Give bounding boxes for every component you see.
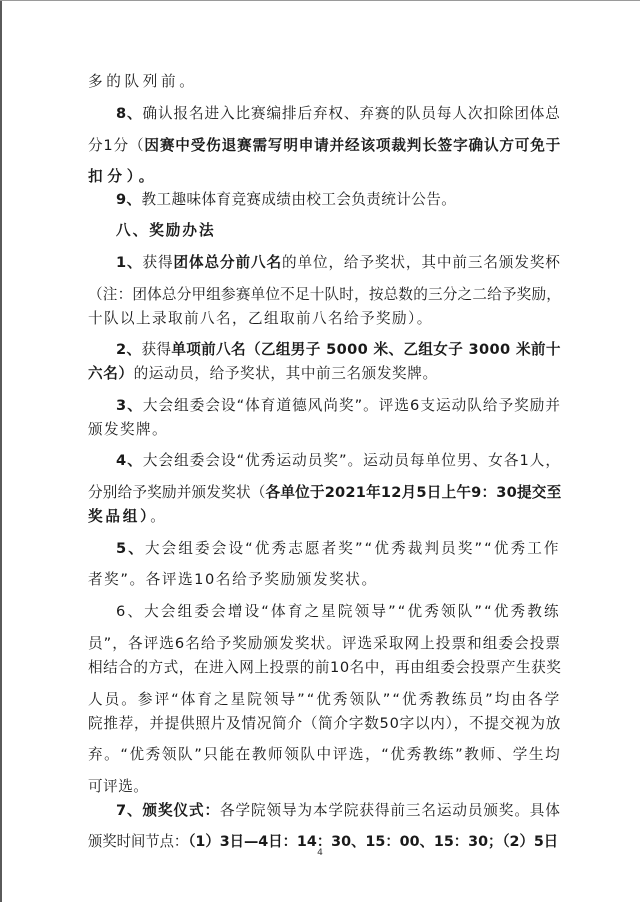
text-segment: 9、 (116, 191, 142, 208)
text-segment: 十队以上录取前八名，乙组取前八名给予奖励）。 (88, 310, 433, 327)
text-segment: 团体总分前八名 (173, 254, 282, 271)
text-segment: 6、大会组委会增设“体育之星院领导”“优秀领队”“优秀教练 (116, 603, 561, 620)
text-segment: 大会组委会设“体育道德风尚奖”。评选6支运动队给予奖励并 (142, 397, 562, 414)
text-line (116, 253, 561, 273)
text-line (88, 72, 198, 92)
text-segment: 因赛中受伤退赛需写明申请并经该项裁判长签字确认方可免于 (144, 137, 562, 154)
text-segment: 员”，各评选6名给予奖励颁发奖状。评选采取网上投票和组委会投票 (88, 635, 562, 652)
text-segment: 六名） (88, 365, 134, 382)
text-line (88, 167, 158, 187)
text-segment: 可评选。 (88, 778, 149, 795)
text-segment: 奖品组） (88, 508, 151, 525)
text-line (88, 483, 561, 503)
text-line (88, 745, 561, 765)
text-line (116, 190, 456, 210)
text-line (116, 451, 561, 471)
section-heading (116, 221, 216, 241)
text-line (88, 634, 561, 654)
text-line (116, 340, 561, 360)
text-segment: 确认报名进入比赛编排后弃权、弃赛的队员每人次扣除团体总 (142, 105, 561, 122)
text-segment: 8、 (116, 105, 143, 122)
text-segment: 人员。参评“体育之星院领导”“优秀领队”“优秀教练员”均由各学 (88, 691, 562, 708)
text-line (88, 777, 148, 797)
text-line (88, 570, 378, 590)
text-line (88, 364, 438, 384)
text-segment: 院推荐，并提供照片及情况简介（简介字数50字以内），不提交视为放 (88, 715, 562, 732)
text-line (116, 104, 561, 124)
text-line (116, 801, 561, 821)
text-segment: 2、 (116, 341, 142, 358)
text-segment: 相结合的方式，在进入网上投票的前10名中，再由组委会投票产生获奖 (88, 659, 562, 676)
text-segment: 分1分（ (88, 137, 145, 154)
text-segment: 各学院领导为本学院获得前三名运动员颁奖。具体 (220, 802, 561, 819)
page-number: 4 (317, 848, 323, 858)
text-segment: 颁发奖牌。 (88, 421, 168, 438)
text-line (88, 420, 168, 440)
text-segment: 八、奖励办法 (116, 222, 216, 239)
text-segment: 获得 (142, 254, 174, 271)
text-segment: （注：团体总分甲组参赛单位不足十队时，按总数的三分之二给予奖励， (88, 286, 562, 303)
text-line (116, 602, 561, 622)
text-line (116, 539, 561, 559)
text-line (116, 396, 561, 416)
text-segment: 扣分）。 (88, 168, 159, 185)
text-segment: 获得 (141, 341, 172, 358)
text-segment: 的单位，给予奖状，其中前三名颁发奖杯 (281, 254, 561, 271)
text-segment: 。 (150, 508, 168, 525)
text-line (88, 136, 561, 156)
text-segment: 分别给予奖励并颁发奖状（ (88, 484, 266, 501)
text-line (88, 714, 561, 734)
text-segment: 多的队列前。 (88, 73, 198, 90)
text-line (88, 690, 561, 710)
text-segment: 各单位于2021年12月5日上午9：30提交至 (265, 484, 562, 501)
text-segment: 4、 (116, 452, 143, 469)
text-segment: 大会组委会设“优秀运动员奖”。运动员每单位男、女各1人， (142, 452, 562, 469)
text-segment: 教工趣味体育竞赛成绩由校工会负责统计公告。 (141, 191, 457, 208)
text-line (88, 658, 561, 678)
text-line (88, 507, 168, 527)
text-segment: 弃。“优秀领队”只能在教师领队中评选，“优秀教练”教师、学生均 (88, 746, 562, 763)
text-segment: 的运动员，给予奖状，其中前三名颁发奖牌。 (133, 365, 438, 382)
text-segment: 7、颁奖仪式： (116, 802, 220, 819)
text-segment: 3、 (116, 397, 143, 414)
text-line (88, 285, 561, 305)
text-segment: 1、 (116, 254, 143, 271)
text-segment: 颁奖时间节点： (88, 833, 189, 850)
text-segment: 大会组委会设“优秀志愿者奖”“优秀裁判员奖”“优秀工作 (144, 540, 561, 557)
text-line (88, 309, 433, 329)
text-segment: 者奖”。各评选10名给予奖励颁发奖状。 (88, 571, 378, 588)
text-segment: 5、 (116, 540, 145, 557)
text-segment: 单项前八名（乙组男子 5000 米、乙组女子 3000 米前十 (171, 341, 561, 358)
text-segment: （1）3日—4日：14：30、15：00、15：30；（2）5日 (188, 833, 559, 850)
